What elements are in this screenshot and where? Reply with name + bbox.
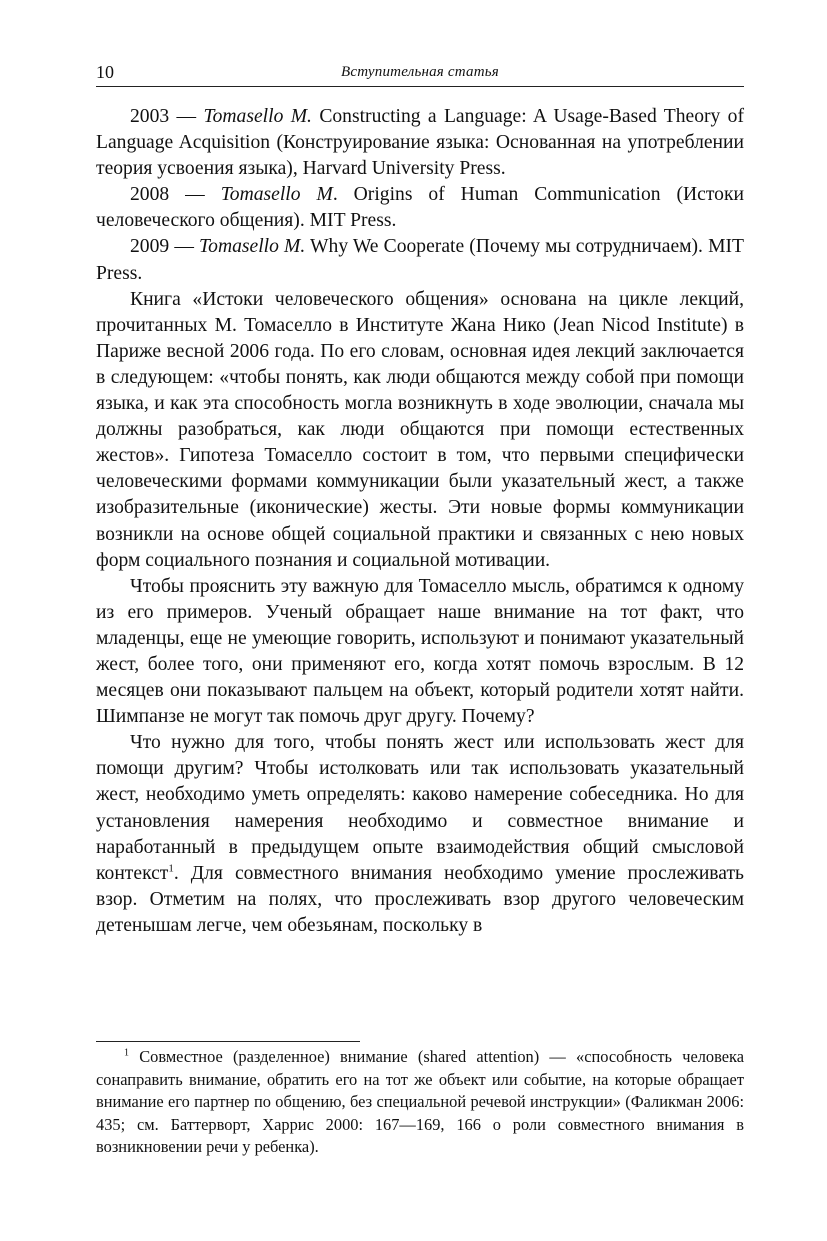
footnote-1 bbox=[96, 1046, 744, 1159]
body-text bbox=[96, 104, 744, 939]
body-paragraph: Чтобы прояснить эту важную для Томаселло мысль, обратимся к одному из его примеров. Ученый обращает наше внимание на тот факт, что младенцы, еще не умеющие говорить, используют и понимают указательный жест, более того, они применяют его, когда хотят помочь взрослым. В 12 месяцев они показывают пальцем на объект, который родители хотят найти. Шимпанзе не могут так помочь друг другу. Почему? bbox=[96, 575, 744, 728]
bib-year: 2003 bbox=[130, 106, 170, 127]
body-paragraph: Книга «Истоки человеческого общения» основана на цикле лекций, прочитанных М. Томаселло в Институте Жана Нико (Jean Nicod Institute) в Париже весной 2006 года. По его словам, основная идея лекций заключается в следующем: «чтобы понять, как люди общаются между собой при помощи языка, и как эта способность могла возникнуть в ходе эволюции, сначала мы должны разобраться, как люди общаются при помощи естественных жестов». Гипотеза Томаселло состоит в том, что первыми специфически человеческими формами коммуникации были указательный жест, а также изобразительные (иконические) жесты. Эти новые формы коммуникации возникли на основе общей социальной практики и связанных с нею новых форм социального познания и социальной мотивации. bbox=[96, 288, 744, 571]
bib-author: Tomasello M. bbox=[199, 236, 306, 258]
footnote-divider bbox=[96, 1041, 360, 1042]
paragraph-text: Что нужно для того, чтобы понять жест или использовать жест для помощи другим? Чтобы истолковать или так использовать указательный жест, необходимо уметь определять: каково намерение собеседника. Но для установления намерения необходимо и совместное внимание и наработанный в предыдущем опыте взаимодействия общий смысловой контекст bbox=[96, 732, 744, 884]
footnotes bbox=[96, 1046, 744, 1159]
footnote-mark: 1 bbox=[124, 1047, 129, 1059]
body-paragraph-with-footnote bbox=[96, 730, 744, 939]
bibliography-entry-2009 bbox=[96, 234, 744, 286]
bib-title: Why We Cooperate (Почему мы сотрудничаем). MIT Press. bbox=[96, 236, 745, 284]
page-number: 10 bbox=[96, 62, 114, 82]
bibliography-entry-2008 bbox=[96, 182, 744, 234]
running-title: Вступительная статья bbox=[341, 64, 499, 80]
bib-dash: — bbox=[169, 184, 221, 206]
bib-year: 2008 bbox=[130, 184, 170, 206]
bibliography-entry-2003 bbox=[96, 104, 744, 182]
footnote-reference[interactable]: 1 bbox=[168, 862, 174, 875]
bib-dash: — bbox=[169, 236, 200, 258]
paragraph-text: . Для совместного внимания необходимо умение прослеживать взор. Отметим на полях, что прослеживать взор другого человеческим детенышам легче, чем обезьянам, поскольку в bbox=[96, 862, 744, 936]
bib-author: Tomasello M. bbox=[203, 106, 312, 127]
bib-title: Constructing a Language: A Usage-Based Theory of Language Acquisition (Конструирование языка: Основанная на употреблении теория усвоения языка), Harvard University Press. bbox=[96, 106, 745, 180]
bib-year: 2009 bbox=[130, 236, 170, 258]
running-head bbox=[96, 56, 744, 87]
bib-dash: — bbox=[169, 106, 204, 127]
bib-title: . Origins of Human Communication (Истоки человеческого общения). MIT Press. bbox=[96, 184, 744, 232]
bib-author: Tomasello M bbox=[220, 184, 333, 206]
footnote-text: Совместное (разделенное) внимание (shared attention) — «способность человека сонаправить внимание, обратить его на тот же объект или событие, на которые обращает внимание его партнер по общению, без специальной речевой инструкции» (Фаликман 2006: 435; см. Баттерворт, Харрис 2000: 167—169, 166 о роли совместного внимания в возникновении речи у ребенка). bbox=[96, 1047, 744, 1157]
page bbox=[96, 56, 744, 939]
